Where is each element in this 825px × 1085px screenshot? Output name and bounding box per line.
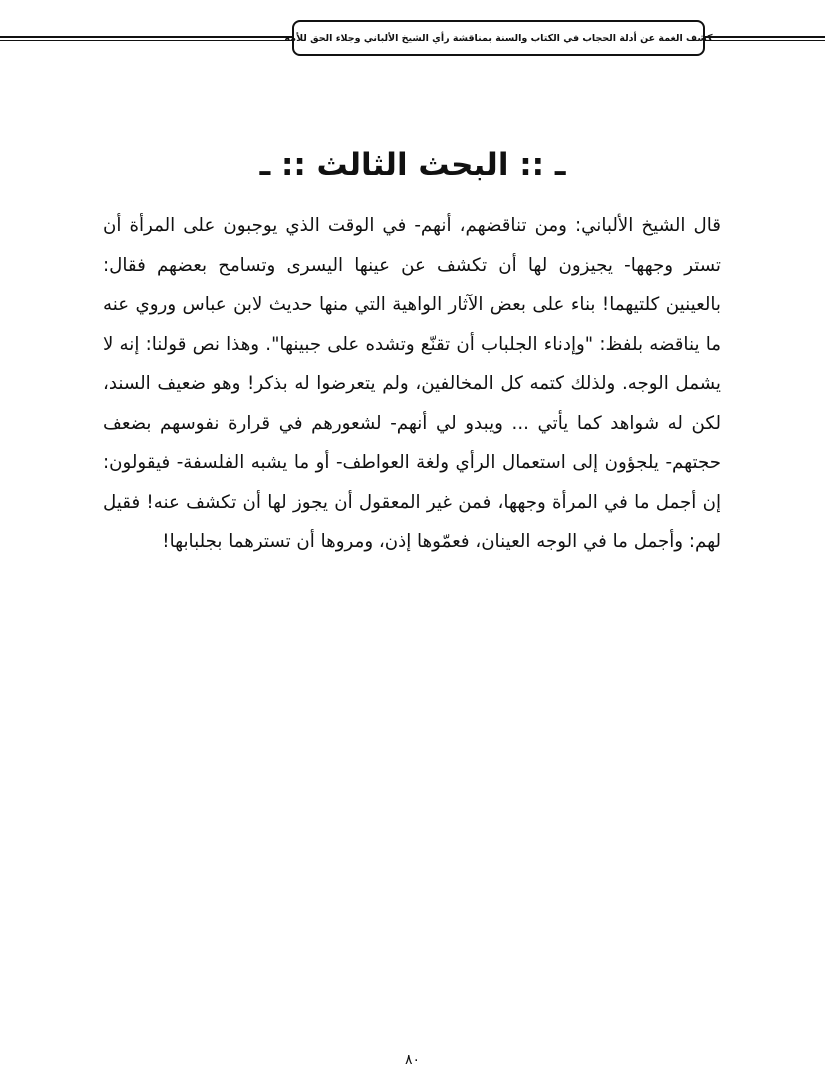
header-rule-right [705,36,825,41]
running-header [0,18,825,62]
page-number: ٨٠ [404,1052,421,1068]
header-rule-left [0,36,292,41]
section-title: ـ :: البحث الثالث :: ـ [259,146,566,183]
running-title: كشف الغمة عن أدلة الحجاب في الكتاب والسنة بمناقشة رأي الشيخ الألباني وجلاء الحق للأمة [284,32,713,44]
body-paragraph: قال الشيخ الألباني: ومن تناقضهم، أنهم- في الوقت الذي يوجبون على المرأة أن تستر وجهها- يجيزون لها أن تكشف عن عينها اليسرى وتسامح بعضهم فقال: بالعينين كلتيهما! بناء على بعض الآثار الواهية التي منها حديث لابن عباس وروي عنه ما يناقضه بلفظ: "وإدناء الجلباب أن تقنّع وتشده على جبينها". وهذا نص قولنا: إنه لا يشمل الوجه. ولذلك كتمه كل المخالفين، ولم يتعرضوا له بذكر! وهو ضعيف السند، لكن له شواهد كما يأتي ... ويبدو لي أنهم- لشعورهم في قرارة نفوسهم بضعف حجتهم- يلجؤون إلى استعمال الرأي ولغة العواطف- أو ما يشبه الفلسفة- فيقولون: إن أجمل ما في المرأة وجهها، فمن غير المعقول أن يجوز لها أن تكشف عنه! فقيل لهم: وأجمل ما في الوجه العينان، فعمّوها إذن، ومروها أن تسترهما بجلبابها! [103,215,721,552]
header-title-box [284,20,713,56]
